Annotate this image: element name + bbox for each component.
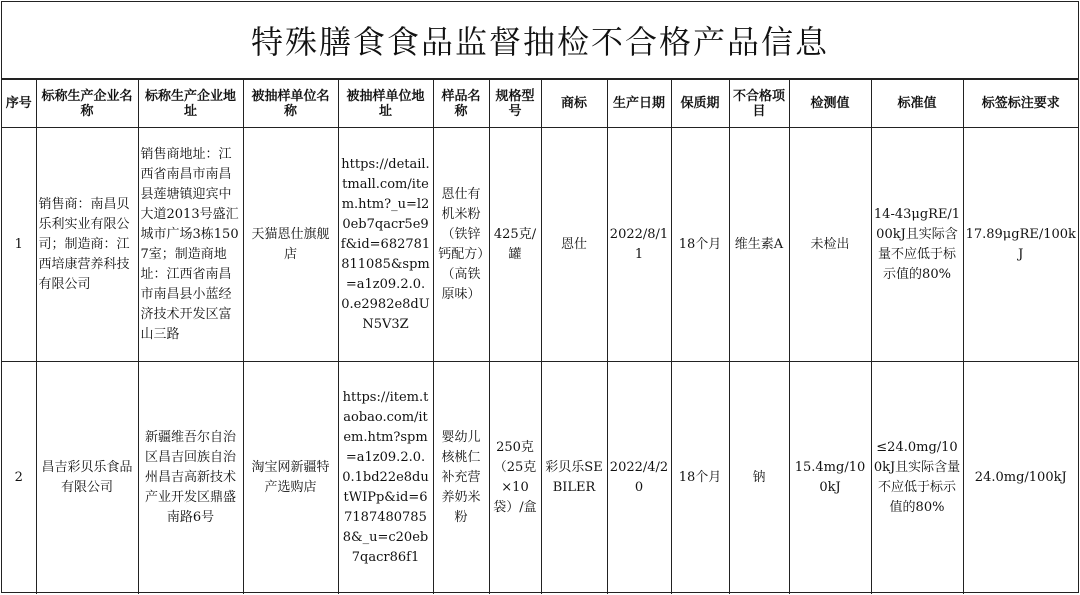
cell-failed-item: 钠 xyxy=(729,362,789,594)
header-label-requirement: 标签标注要求 xyxy=(963,80,1078,128)
cell-producer-address: 销售商地址：江西省南昌市南昌县莲塘镇迎宾中大道2013号盛汇城市广场3栋1507室；制造商地址：江西省南昌市南昌县小蓝经济技术开发区富山三路 xyxy=(138,128,243,362)
header-brand: 商标 xyxy=(541,80,607,128)
cell-label-requirement: 24.0mg/100kJ xyxy=(963,362,1078,594)
cell-failed-item: 维生素A xyxy=(729,128,789,362)
header-failed-item: 不合格项目 xyxy=(729,80,789,128)
cell-label-requirement: 17.89μgRE/100kJ xyxy=(963,128,1078,362)
cell-test-value: 未检出 xyxy=(789,128,871,362)
cell-spec: 425克/罐 xyxy=(489,128,541,362)
header-sampled-unit-name: 被抽样单位名称 xyxy=(243,80,338,128)
cell-producer-address: 新疆维吾尔自治区昌吉回族自治州昌吉高新技术产业开发区鼎盛南路6号 xyxy=(138,362,243,594)
cell-sample-name: 婴幼儿核桃仁补充营养奶米粉 xyxy=(433,362,489,594)
header-spec: 规格型号 xyxy=(489,80,541,128)
header-sampled-unit-address: 被抽样单位地址 xyxy=(338,80,433,128)
cell-production-date: 2022/4/20 xyxy=(607,362,671,594)
table-row xyxy=(2,128,1078,362)
header-sample-name: 样品名称 xyxy=(433,80,489,128)
cell-brand: 彩贝乐SEBILER xyxy=(541,362,607,594)
cell-test-value: 15.4mg/100kJ xyxy=(789,362,871,594)
cell-producer-name: 昌吉彩贝乐食品有限公司 xyxy=(36,362,138,594)
cell-sampled-unit-name: 淘宝网新疆特产选购店 xyxy=(243,362,338,594)
results-table xyxy=(2,79,1078,594)
header-no: 序号 xyxy=(2,80,36,128)
cell-production-date: 2022/8/11 xyxy=(607,128,671,362)
header-shelf-life: 保质期 xyxy=(671,80,729,128)
cell-sampled-unit-name: 天猫恩仕旗舰店 xyxy=(243,128,338,362)
cell-sampled-unit-address: https://detail.tmall.com/item.htm?_u=l20eb7qacr5e9f&id=682781811085&spm=a1z09.2.0.0.e2982e8dUN5V3Z xyxy=(338,128,433,362)
cell-shelf-life: 18个月 xyxy=(671,128,729,362)
cell-brand: 恩仕 xyxy=(541,128,607,362)
cell-no: 1 xyxy=(2,128,36,362)
page-title: 特殊膳食食品监督抽检不合格产品信息 xyxy=(2,2,1078,79)
cell-producer-name: 销售商：南昌贝乐利实业有限公司；制造商：江西培康营养科技有限公司 xyxy=(36,128,138,362)
header-production-date: 生产日期 xyxy=(607,80,671,128)
cell-sampled-unit-address: https://item.taobao.com/item.htm?spm=a1z09.2.0.0.1bd22e8dutWIPp&id=671874807858&_u=c20eb7qacr86f1 xyxy=(338,362,433,594)
cell-standard-value: ≤24.0mg/100kJ且实际含量不应低于标示值的80% xyxy=(871,362,963,594)
header-row xyxy=(2,80,1078,128)
header-standard-value: 标准值 xyxy=(871,80,963,128)
cell-shelf-life: 18个月 xyxy=(671,362,729,594)
report-sheet xyxy=(1,1,1079,593)
header-test-value: 检测值 xyxy=(789,80,871,128)
header-producer-address: 标称生产企业地址 xyxy=(138,80,243,128)
cell-spec: 250克（25克×10袋）/盒 xyxy=(489,362,541,594)
table-row xyxy=(2,362,1078,594)
cell-standard-value: 14-43μgRE/100kJ且实际含量不应低于标示值的80% xyxy=(871,128,963,362)
cell-no: 2 xyxy=(2,362,36,594)
cell-sample-name: 恩仕有机米粉（铁锌钙配方）（高铁原味） xyxy=(433,128,489,362)
header-producer-name: 标称生产企业名称 xyxy=(36,80,138,128)
